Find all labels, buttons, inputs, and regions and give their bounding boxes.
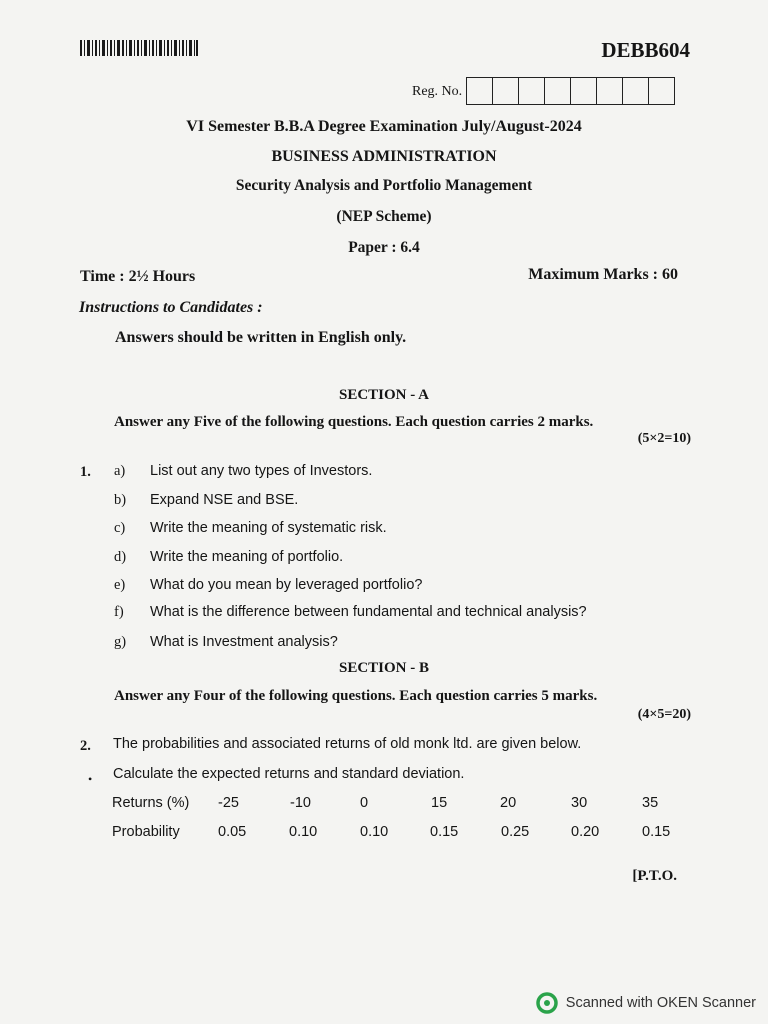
question-2-line-2: Calculate the expected returns and standard deviation.: [113, 766, 465, 782]
reg-box[interactable]: [623, 78, 649, 104]
reg-box[interactable]: [467, 78, 493, 104]
reg-no-label: Reg. No.: [412, 84, 463, 99]
table-cell: 0.15: [430, 824, 459, 840]
item-text: What is Investment analysis?: [150, 634, 338, 650]
section-a-heading: SECTION - A: [338, 387, 430, 403]
item-label: e): [114, 577, 126, 593]
section-b-marks: (4×5=20): [637, 707, 691, 722]
exam-title: VI Semester B.B.A Degree Examination July/August-2024: [186, 118, 582, 135]
paper-code: DEBB604: [601, 38, 690, 62]
table-cell: 0: [360, 795, 369, 811]
scanner-logo-icon: [536, 992, 558, 1014]
item-label: a): [114, 463, 126, 479]
scanner-text: Scanned with OKEN Scanner: [565, 995, 756, 1011]
section-b-heading: SECTION - B: [338, 660, 430, 676]
item-label: f): [114, 604, 124, 620]
item-text: Write the meaning of systematic risk.: [150, 520, 387, 536]
scheme-title: (NEP Scheme): [336, 208, 432, 225]
section-a-instruction: Answer any Five of the following questions. Each question carries 2 marks.: [114, 414, 594, 430]
barcode-image: [80, 40, 198, 56]
reg-box[interactable]: [571, 78, 597, 104]
item-text: Write the meaning of portfolio.: [150, 549, 344, 565]
pto-note: [P.T.O.: [632, 868, 677, 884]
reg-box[interactable]: [649, 78, 674, 104]
table-cell: 35: [642, 795, 659, 811]
table-cell: 15: [431, 795, 448, 811]
item-text: Expand NSE and BSE.: [150, 492, 299, 508]
item-text: What is the difference between fundamental and technical analysis?: [150, 604, 587, 620]
item-label: b): [114, 492, 127, 508]
reg-box[interactable]: [597, 78, 623, 104]
time-allowed: Time : 2½ Hours: [80, 268, 196, 285]
table-cell: 0.15: [642, 824, 671, 840]
instruction-text: Answers should be written in English only.: [115, 329, 407, 346]
section-b-instruction: Answer any Four of the following questions. Each question carries 5 marks.: [114, 688, 598, 704]
question-2-number: 2.: [80, 738, 91, 754]
table-cell: 0.25: [501, 824, 530, 840]
table-cell: -10: [290, 795, 311, 811]
reg-no-boxes[interactable]: [466, 77, 675, 105]
question-1-number: 1.: [80, 464, 91, 480]
table-cell: 30: [571, 795, 588, 811]
table-cell: 0.10: [289, 824, 318, 840]
course-title: Security Analysis and Portfolio Management: [235, 177, 533, 194]
table-cell: 20: [500, 795, 517, 811]
row-label: Probability: [112, 824, 180, 840]
table-cell: 0.20: [571, 824, 600, 840]
paper-number: Paper : 6.4: [348, 239, 420, 256]
item-label: c): [114, 520, 126, 536]
question-2-line-1: The probabilities and associated returns of old monk ltd. are given below.: [113, 736, 582, 752]
section-a-marks: (5×2=10): [637, 431, 691, 446]
reg-box[interactable]: [545, 78, 571, 104]
table-cell: 0.10: [360, 824, 389, 840]
table-cell: 0.05: [218, 824, 247, 840]
item-text: List out any two types of Investors.: [150, 463, 373, 479]
item-label: g): [114, 634, 127, 650]
reg-box[interactable]: [519, 78, 545, 104]
item-text: What do you mean by leveraged portfolio?: [150, 577, 423, 593]
subject-title: BUSINESS ADMINISTRATION: [271, 148, 497, 165]
table-cell: -25: [218, 795, 239, 811]
scanner-watermark: [536, 992, 756, 1014]
row-label: Returns (%): [112, 795, 190, 811]
bullet-mark: •: [88, 772, 93, 786]
maximum-marks: Maximum Marks : 60: [528, 266, 678, 283]
item-label: d): [114, 549, 127, 565]
instructions-heading: Instructions to Candidates :: [79, 299, 263, 316]
reg-box[interactable]: [493, 78, 519, 104]
